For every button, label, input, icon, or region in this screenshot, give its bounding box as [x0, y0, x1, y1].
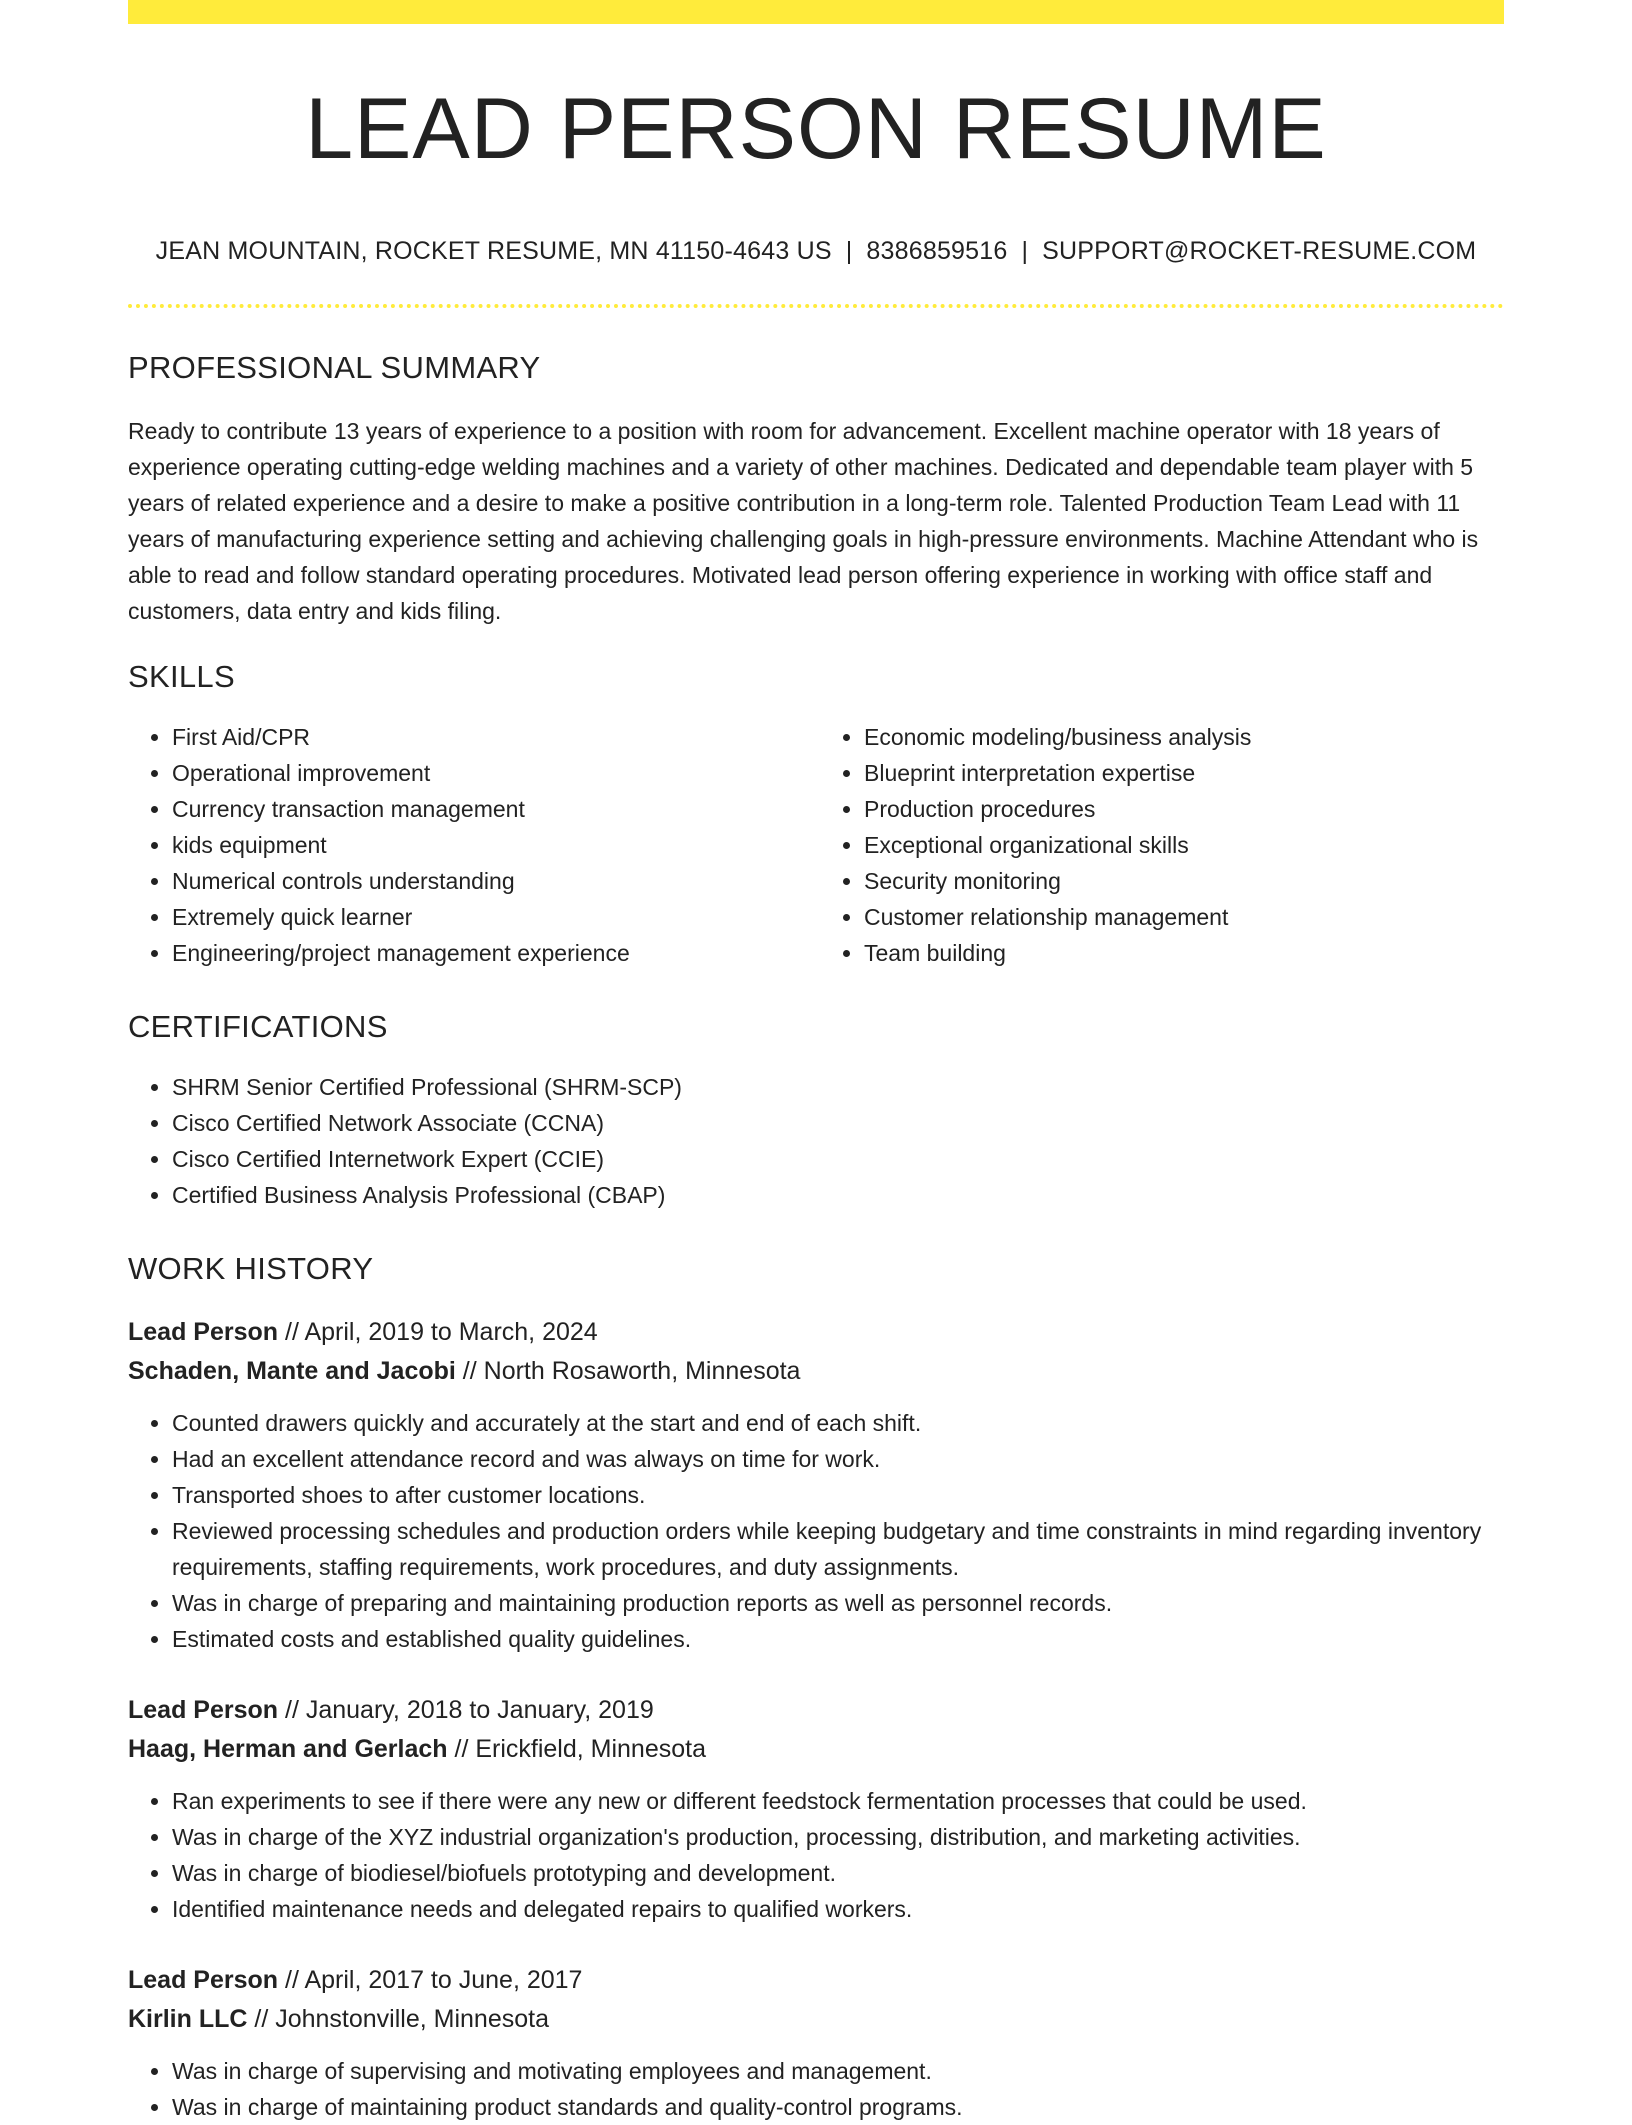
skill-item: • Security monitoring	[864, 863, 1504, 899]
skill-item: • First Aid/CPR	[172, 719, 816, 755]
job-title: Lead Person	[128, 1695, 279, 1724]
job-entry	[128, 1313, 1504, 1657]
summary-section	[128, 350, 1504, 629]
contact-address: JEAN MOUNTAIN, ROCKET RESUME, MN 41150-4643 US	[155, 236, 832, 265]
skills-section	[128, 659, 1504, 971]
work-history-section	[128, 1251, 1504, 2125]
skill-item: • Operational improvement	[172, 755, 816, 791]
skills-list-right	[816, 719, 1504, 971]
job-title-line	[128, 1961, 1504, 2000]
contact-separator: |	[1021, 236, 1029, 265]
job-dates: // April, 2017 to June, 2017	[278, 1965, 583, 1994]
job-company-line	[128, 1730, 1504, 1769]
skill-item: • Engineering/project management experience	[172, 935, 816, 971]
contact-email[interactable]: SUPPORT@ROCKET-RESUME.COM	[1042, 236, 1477, 265]
job-bullets	[128, 1405, 1504, 1657]
job-bullet: • Reviewed processing schedules and production orders while keeping budgetary and time constraints in mind regarding inventory requirements, staffing requirements, work procedures, and duty assignments.	[172, 1513, 1504, 1585]
job-bullet: • Was in charge of biodiesel/biofuels prototyping and development.	[172, 1855, 1504, 1891]
job-bullets	[128, 2053, 1504, 2125]
job-title: Lead Person	[128, 1317, 279, 1346]
skill-item: • kids equipment	[172, 827, 816, 863]
job-bullet: • Identified maintenance needs and delegated repairs to qualified workers.	[172, 1891, 1504, 1927]
skill-item: • Blueprint interpretation expertise	[864, 755, 1504, 791]
job-entry	[128, 1961, 1504, 2125]
job-dates: // January, 2018 to January, 2019	[278, 1695, 654, 1724]
resume-page	[128, 0, 1504, 2125]
job-bullet: • Was in charge of preparing and maintaining production reports as well as personnel records.	[172, 1585, 1504, 1621]
contact-phone: 8386859516	[866, 236, 1008, 265]
job-location: // Johnstonville, Minnesota	[247, 2004, 549, 2033]
certification-item: • SHRM Senior Certified Professional (SHRM-SCP)	[172, 1069, 1504, 1105]
job-location: // North Rosaworth, Minnesota	[455, 1356, 801, 1385]
job-bullet: • Counted drawers quickly and accurately at the start and end of each shift.	[172, 1405, 1504, 1441]
skill-item: • Exceptional organizational skills	[864, 827, 1504, 863]
job-location: // Erickfield, Minnesota	[447, 1734, 706, 1763]
certification-item: • Cisco Certified Internetwork Expert (CCIE)	[172, 1141, 1504, 1177]
job-company: Haag, Herman and Gerlach	[128, 1734, 448, 1763]
job-bullet: • Ran experiments to see if there were any new or different feedstock fermentation processes that could be used.	[172, 1783, 1504, 1819]
certification-item: • Certified Business Analysis Professional (CBAP)	[172, 1177, 1504, 1213]
certifications-section	[128, 1009, 1504, 1213]
skill-item: • Numerical controls understanding	[172, 863, 816, 899]
job-title-line	[128, 1313, 1504, 1352]
skills-grid	[128, 695, 1504, 971]
skill-item: • Economic modeling/business analysis	[864, 719, 1504, 755]
work-history-heading: WORK HISTORY	[128, 1250, 374, 1286]
resume-title: LEAD PERSON RESUME	[305, 81, 1327, 177]
contact-separator: |	[845, 236, 853, 265]
job-title-line	[128, 1691, 1504, 1730]
job-bullet: • Transported shoes to after customer locations.	[172, 1477, 1504, 1513]
summary-text: Ready to contribute 13 years of experience to a position with room for advancement. Excellent machine operator with 18 years of experience operating cutting-edge welding machines and a variety of other machines. Dedicated and dependable team player with 5 years of related experience and a desire to make a positive contribution in a long-term role. Talented Production Team Lead with 11 years of manufacturing experience setting and achieving challenging goals in high-pressure environments. Machine Attendant who is able to read and follow standard operating procedures. Motivated lead person offering experience in working with office staff and customers, data entry and kids filing.	[128, 417, 1479, 624]
skill-item: • Team building	[864, 935, 1504, 971]
job-company: Kirlin LLC	[128, 2004, 248, 2033]
job-bullet: • Was in charge of the XYZ industrial organization's production, processing, distribution, and marketing activities.	[172, 1819, 1504, 1855]
job-dates: // April, 2019 to March, 2024	[278, 1317, 598, 1346]
job-company-line	[128, 2000, 1504, 2039]
skills-list-left	[128, 719, 816, 971]
job-company: Schaden, Mante and Jacobi	[128, 1356, 456, 1385]
summary-heading: PROFESSIONAL SUMMARY	[128, 349, 541, 385]
skill-item: • Currency transaction management	[172, 791, 816, 827]
dotted-divider	[128, 304, 1504, 308]
job-bullet: • Estimated costs and established quality guidelines.	[172, 1621, 1504, 1657]
job-bullet: • Had an excellent attendance record and was always on time for work.	[172, 1441, 1504, 1477]
job-title: Lead Person	[128, 1965, 279, 1994]
certifications-heading: CERTIFICATIONS	[128, 1008, 388, 1044]
skill-item: • Customer relationship management	[864, 899, 1504, 935]
job-bullets	[128, 1783, 1504, 1927]
skill-item: • Production procedures	[864, 791, 1504, 827]
contact-line	[128, 237, 1504, 266]
job-bullet: • Was in charge of maintaining product standards and quality-control programs.	[172, 2089, 1504, 2125]
skills-heading: SKILLS	[128, 658, 235, 694]
skill-item: • Extremely quick learner	[172, 899, 816, 935]
job-company-line	[128, 1352, 1504, 1391]
job-entry	[128, 1691, 1504, 1927]
job-bullet: • Was in charge of supervising and motivating employees and management.	[172, 2053, 1504, 2089]
certifications-list	[128, 1069, 1504, 1213]
certification-item: • Cisco Certified Network Associate (CCNA)	[172, 1105, 1504, 1141]
accent-top-bar	[128, 0, 1504, 24]
